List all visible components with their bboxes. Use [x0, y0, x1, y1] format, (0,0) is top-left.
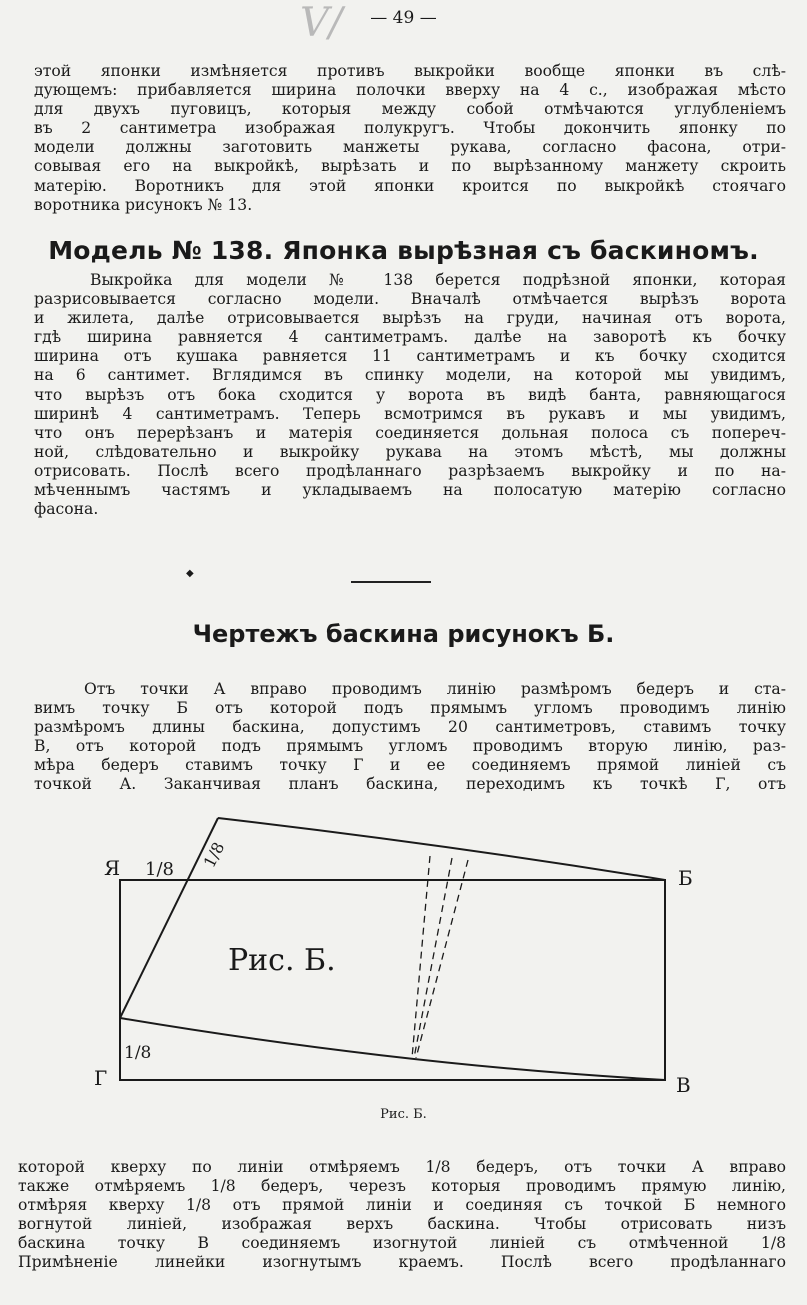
text-line: мѣра бедеръ ставимъ точку Г и ее соединяемъ прямой линіей съ	[34, 756, 786, 775]
point-label-a: Я	[104, 856, 121, 880]
text-line: модели должны заготовить манжеты рукава, согласно фасона, отри-	[34, 138, 786, 157]
text-line: ширинѣ 4 сантиметрамъ. Теперь всмотримся въ рукавъ и мы увидимъ,	[34, 404, 786, 423]
text-line: ширина отъ кушака равняется 11 сантиметрамъ и къ бочку сходится	[34, 347, 786, 366]
text-line: В, отъ которой подъ прямымъ угломъ проводимъ вторую линію, раз-	[34, 737, 786, 756]
paragraph-1	[34, 62, 786, 215]
text-line: точкой А. Заканчивая планъ баскина, переходимъ къ точкѣ Г, отъ	[34, 775, 786, 794]
text-line: разрисовывается согласно модели. Вначалѣ отмѣчается вырѣзъ ворота	[34, 290, 786, 309]
text-line: воротника рисунокъ № 13.	[34, 195, 253, 214]
text-line: въ 2 сантиметра изображая полукругъ. Чтобы докончить японку по	[34, 119, 786, 138]
point-label-g: Г	[94, 1066, 108, 1090]
handwritten-mark: V/	[300, 0, 343, 46]
text-line: этой японки измѣняется противъ выкройки вообще японки въ слѣ-	[34, 62, 786, 80]
dart-line	[414, 858, 452, 1058]
text-line: вимъ точку Б отъ которой подъ прямымъ угломъ проводимъ линію	[34, 699, 786, 718]
text-line: мѣченнымъ частямъ и укладываемъ на полосатую матерію согласно	[34, 481, 786, 500]
text-line: фасона.	[34, 500, 99, 519]
text-line: на 6 сантимет. Вглядимся въ спинку модели, на которой мы увидимъ,	[34, 366, 786, 385]
text-line: матерію. Воротникъ для этой японки кроится по выкройкѣ стоячаго	[34, 176, 786, 195]
fraction-label-left: 1/8	[124, 1043, 152, 1063]
top-curve	[218, 818, 665, 880]
paragraph-3	[34, 680, 786, 795]
dart-line	[416, 860, 468, 1058]
side-line	[120, 818, 218, 1018]
text-line: что вырѣзъ отъ бока сходится у ворота въ видѣ банта, равняющагося	[34, 385, 786, 404]
text-line: вогнутой линіей, изображая верхъ баскина. Чтобы отрисовать низъ	[18, 1215, 786, 1234]
fraction-label-top: 1/8	[145, 859, 174, 880]
text-line: также отмѣряемъ 1/8 бедеръ, черезъ которыя проводимъ прямую линію,	[18, 1177, 786, 1196]
text-line: гдѣ ширина равняется 4 сантиметрамъ. далѣе на заворотѣ къ бочку	[34, 328, 786, 347]
section-divider	[351, 581, 431, 583]
text-line: Примѣненіе линейки изогнутымъ краемъ. Послѣ всего продѣланнаго	[18, 1253, 786, 1272]
bullet-mark: ◆	[186, 568, 194, 579]
text-line: Отъ точки А вправо проводимъ линію размѣромъ бедеръ и ста-	[84, 680, 786, 698]
text-line: и жилета, далѣе отрисовывается вырѣзъ на груди, начиная отъ ворота,	[34, 309, 786, 328]
figure-caption: Рис. Б.	[380, 1107, 427, 1122]
text-line: размѣромъ длины баскина, допустимъ 20 сантиметровъ, ставимъ точку	[34, 718, 786, 737]
figure-center-label: Рис. Б.	[228, 943, 336, 978]
point-label-b: Б	[678, 866, 693, 890]
paragraph-2	[34, 271, 786, 519]
drawing-heading: Чертежъ баскина рисунокъ Б.	[192, 620, 615, 648]
base-rectangle	[120, 880, 665, 1080]
bottom-curve	[120, 1018, 665, 1080]
text-line: совывая его на выкройкѣ, вырѣзать и по вырѣзанному манжету скроить	[34, 157, 786, 176]
page-number: — 49 —	[370, 8, 437, 28]
text-line: что онъ перерѣзанъ и матерія соединяется дольная полоса съ попереч-	[34, 423, 786, 442]
text-line: ной, слѣдовательно и выкройку рукава на этомъ мѣстѣ, мы должны	[34, 442, 786, 461]
basque-pattern-drawing	[0, 800, 807, 1100]
text-line: дующемъ: прибавляется ширина полочки вверху на 4 с., изображая мѣсто	[34, 81, 786, 100]
text-line: Выкройка для модели № 138 берется подрѣзной японки, которая	[90, 271, 786, 289]
point-label-v: В	[676, 1073, 691, 1097]
text-line: отмѣряя кверху 1/8 отъ прямой линіи и соединяя съ точкой Б немного	[18, 1196, 786, 1215]
fraction-label-diagonal: 1/8	[199, 838, 229, 871]
dart-line	[412, 856, 430, 1058]
paragraph-4	[18, 1158, 786, 1273]
text-line: для двухъ пуговицъ, которыя между собой отмѣчаются углубленіемъ	[34, 100, 786, 119]
text-line: баскина точку В соединяемъ изогнутой линіей съ отмѣченной 1/8	[18, 1234, 786, 1253]
model-heading: Модель № 138. Японка вырѣзная съ баскиномъ.	[48, 236, 759, 265]
text-line: которой кверху по линіи отмѣряемъ 1/8 бедеръ, отъ точки А вправо	[18, 1158, 786, 1176]
text-line: отрисовать. Послѣ всего продѣланнаго разрѣзаемъ выкройку и по на-	[34, 461, 786, 480]
